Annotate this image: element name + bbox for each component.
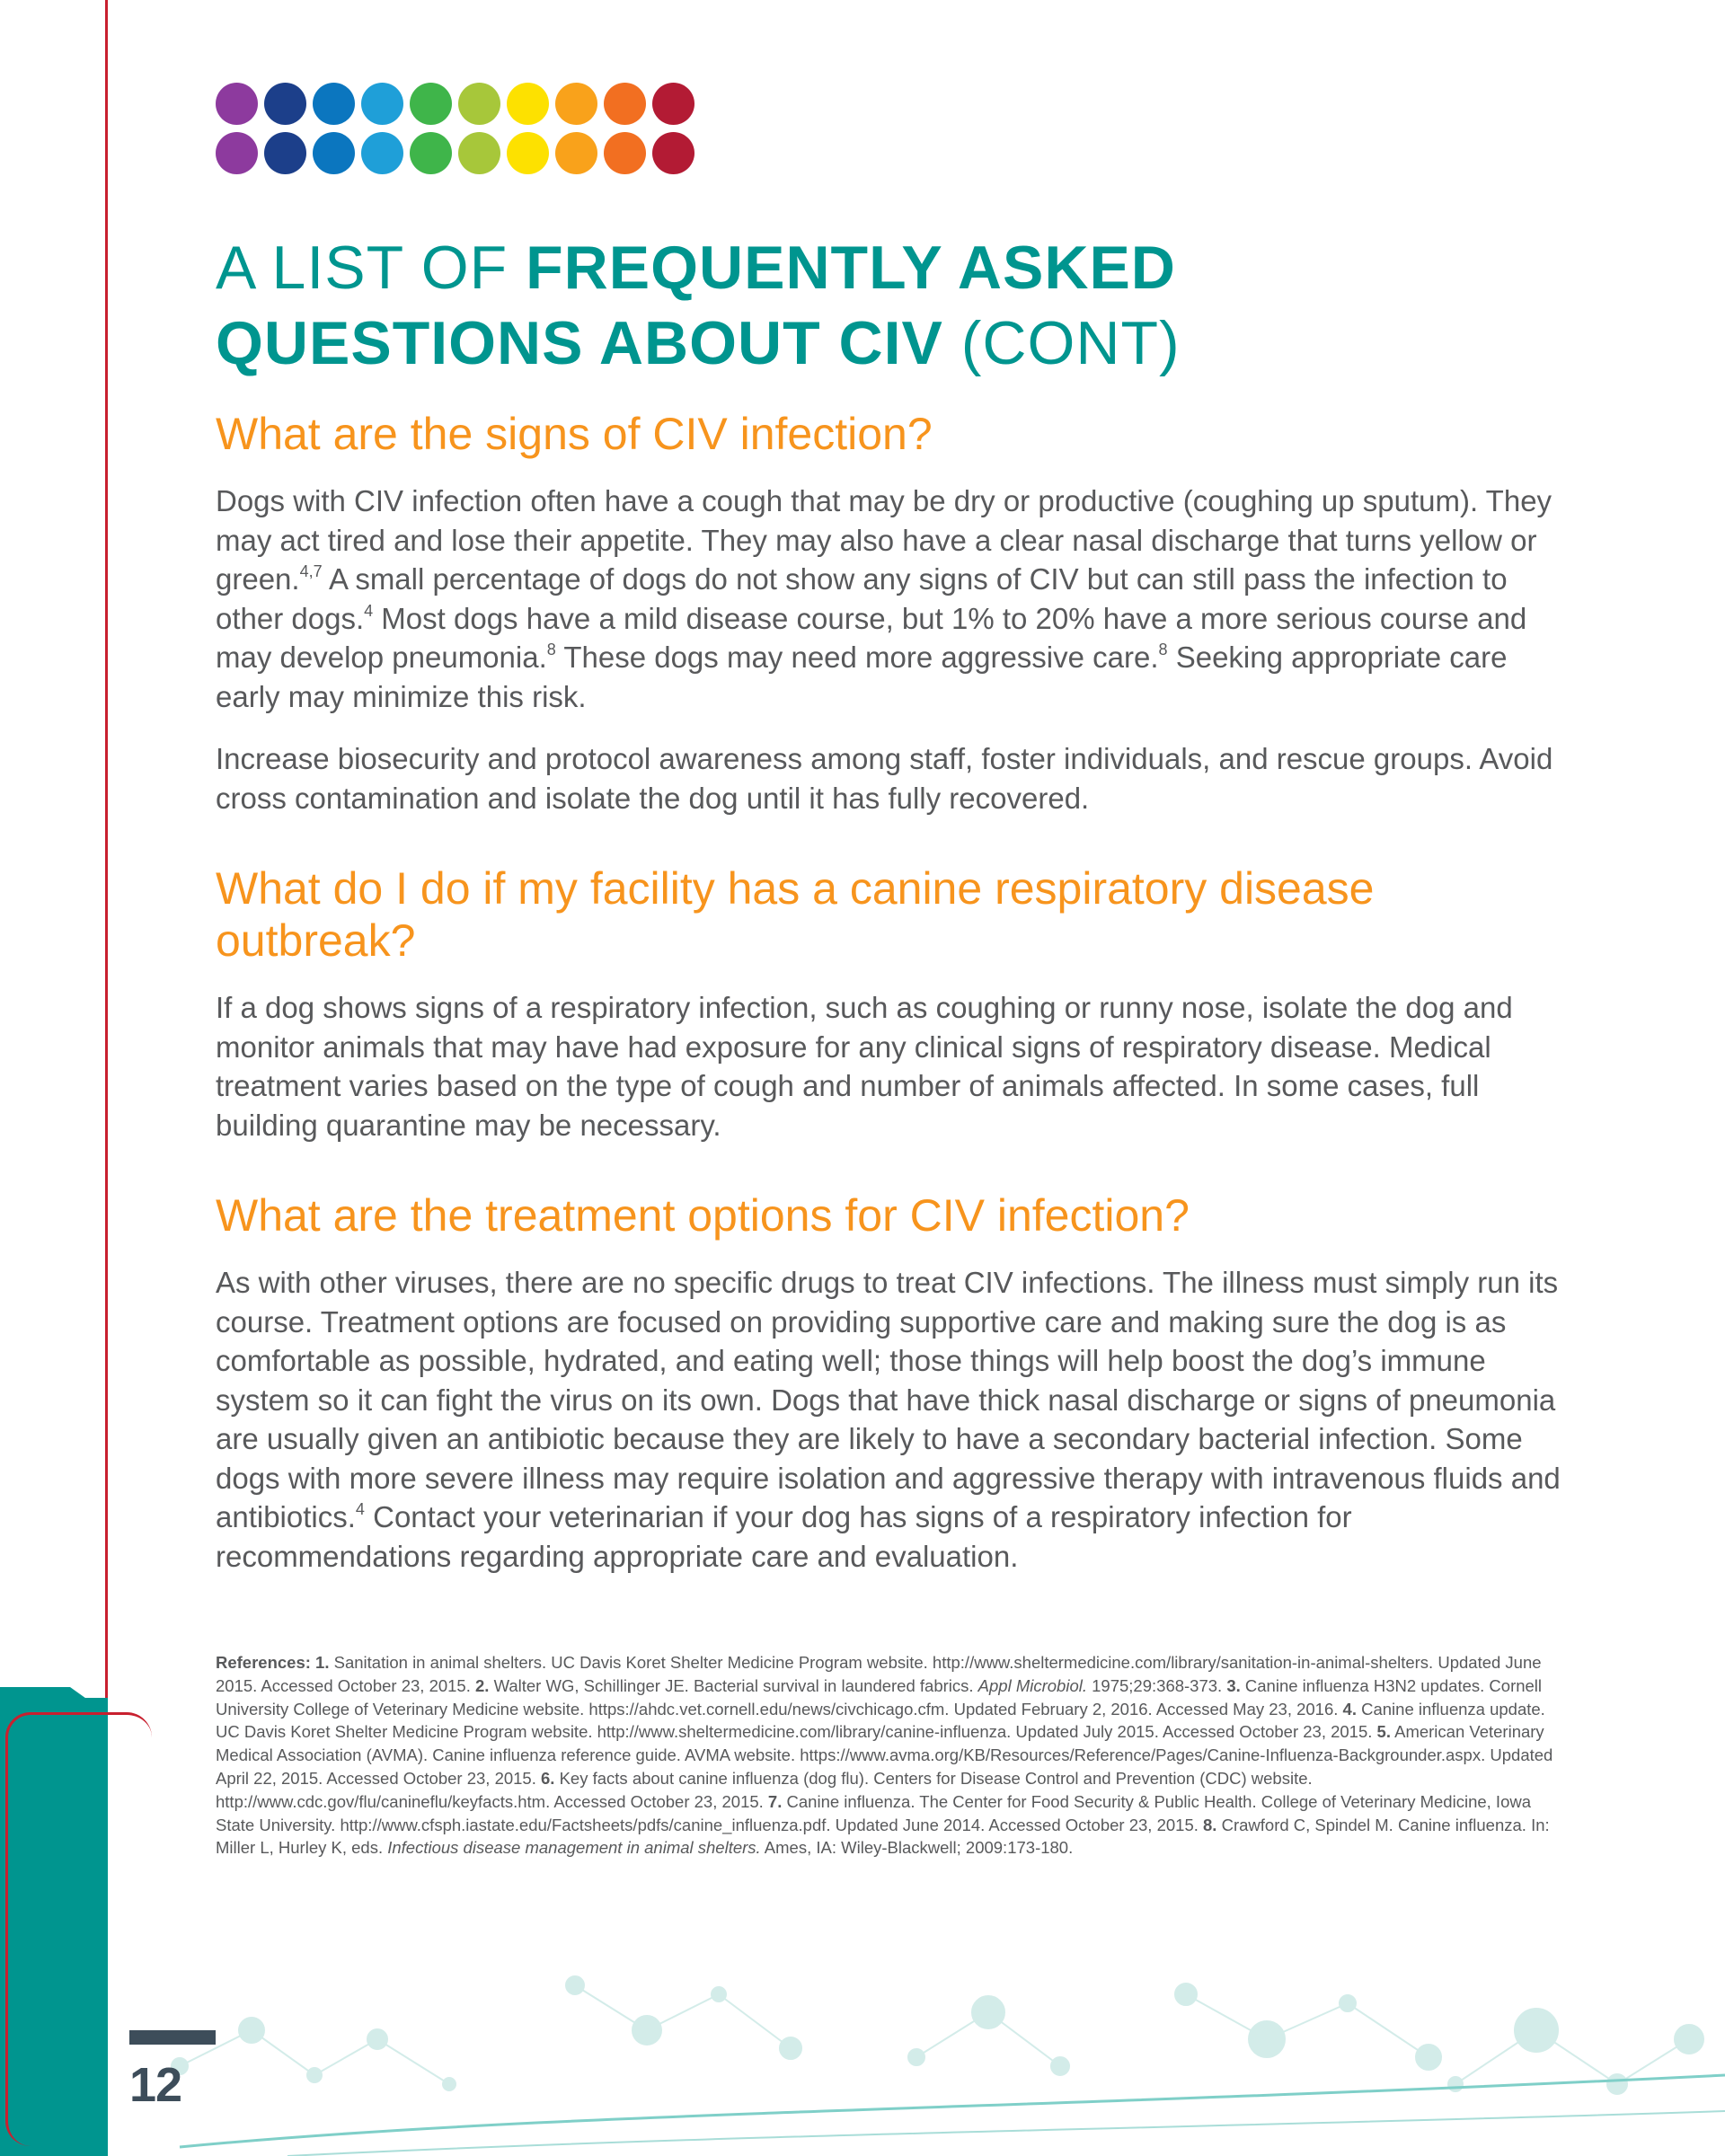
citation: 4 <box>364 601 374 620</box>
molecule-decoration <box>108 1931 1725 2156</box>
ref-text: 1975;29:368-373. <box>1087 1675 1223 1695</box>
color-dot <box>410 132 452 174</box>
color-dot <box>604 132 646 174</box>
title-light-2: (CONT) <box>942 309 1181 377</box>
color-dot <box>507 132 549 174</box>
section-heading-signs: What are the signs of CIV infection? <box>216 409 933 459</box>
title-bold-2: QUESTIONS ABOUT CIV <box>216 309 943 377</box>
color-dot <box>264 132 306 174</box>
page-title <box>216 230 1473 381</box>
ref-text: Canine influenza update. UC Davis Koret Shelter Medicine Program website. http://www.sheltermedicine.com/library/canine-influenza. Updated July 2015. Accessed October 23, 2015. <box>216 1699 1545 1742</box>
color-dot <box>555 132 597 174</box>
ref-number: 5. <box>1372 1722 1391 1742</box>
title-bold-1: FREQUENTLY ASKED <box>526 234 1176 302</box>
color-dot <box>216 83 258 125</box>
signs-text-e: Seeking appropriate care early may minimize this risk. <box>216 641 1508 713</box>
ref-text: Ames, IA: Wiley-Blackwell; 2009:173-180. <box>760 1838 1074 1858</box>
color-dot <box>410 83 452 125</box>
treatment-text-a: As with other viruses, there are no specific drugs to treat CIV infections. The illness must simply run its course. Treatment options are focused on providing supportive care and making sure the dog is as comfortable as possible, hydrated, and eating well; those things will help boost the dog’s immune system so it can fight the virus on its own. Dogs that have thick nasal discharge or signs of pneumonia are usually given an antibiotic because they are likely to have a secondary bacterial infection. Some dogs with more severe illness may require isolation and aggressive therapy with intravenous fluids and antibiotics. <box>216 1266 1561 1533</box>
color-dot <box>507 83 549 125</box>
color-dot-grid <box>216 83 701 174</box>
signs-paragraph-2: Increase biosecurity and protocol awareness among staff, foster individuals, and rescue groups. Avoid cross contamination and isolate the dog until it has fully recovered. <box>216 742 1553 815</box>
ref-text: Crawford C, Spindel M. Canine influenza. In: Miller L, Hurley K, eds. <box>216 1815 1550 1858</box>
color-dot <box>652 83 694 125</box>
references <box>216 1651 1563 1860</box>
color-dot <box>313 83 355 125</box>
ref-book-title: Infectious disease management in animal shelters. <box>387 1838 761 1858</box>
content <box>216 408 1563 1599</box>
color-dot <box>264 83 306 125</box>
color-dot <box>555 83 597 125</box>
outbreak-paragraph: If a dog shows signs of a respiratory infection, such as coughing or runny nose, isolate the dog and monitor animals that may have had exposure for any clinical signs of respiratory disease. Medical treatment varies based on the type of cough and number of animals affected. In some cases, full building quarantine may be necessary. <box>216 991 1513 1142</box>
ref-text: Canine influenza H3N2 updates. Cornell University College of Veterinary Medicine website. https://ahdc.vet.cornell.edu/news/civchicago.cfm. Updated February 2, 2016. Accessed May 23, 2016. <box>216 1675 1543 1719</box>
ref-number: 6. <box>535 1768 555 1788</box>
signs-paragraph-1 <box>216 482 1563 716</box>
title-light-1: A LIST OF <box>216 234 526 302</box>
ref-number: 4. <box>1338 1699 1357 1719</box>
ref-text: American Veterinary Medical Association (AVMA). Canine influenza reference guide. AVMA website. https://www.avma.org/KB/Resources/Reference/Pages/Canine-Influenza-Backgrounder.aspx. Updated April 22, 2015. Accessed October 23, 2015. <box>216 1722 1553 1788</box>
signs-text-b: A small percentage of dogs do not show any signs of CIV but can still pass the infection to other dogs. <box>216 562 1508 635</box>
color-dot <box>604 83 646 125</box>
ref-number: 3. <box>1222 1675 1241 1695</box>
citation: 4,7 <box>299 562 323 580</box>
ref-number: 8. <box>1198 1815 1217 1834</box>
color-dot <box>313 132 355 174</box>
color-dot <box>652 132 694 174</box>
treatment-paragraph <box>216 1263 1563 1576</box>
treatment-text-b: Contact your veterinarian if your dog has signs of a respiratory infection for recommendations regarding appropriate care and evaluation. <box>216 1500 1352 1573</box>
ref-text: Canine influenza. The Center for Food Security & Public Health. College of Veterinary Medicine, Iowa State University. http://www.cfsph.iastate.edu/Factsheets/pdfs/canine_influenza.pdf. Updated June 2014. Accessed October 23, 2015. <box>216 1791 1532 1834</box>
citation: 4 <box>355 1500 365 1518</box>
color-dot <box>361 132 403 174</box>
signs-text-a: Dogs with CIV infection often have a cough that may be dry or productive (coughing up sputum). They may act tired and lose their appetite. They may also have a clear nasal discharge that turns yellow or green. <box>216 484 1552 596</box>
color-dot <box>458 132 500 174</box>
signs-text-d: These dogs may need more aggressive care. <box>555 641 1159 674</box>
color-dot <box>216 132 258 174</box>
ref-journal: Appl Microbiol. <box>978 1675 1087 1695</box>
ref-number: 2. <box>470 1675 490 1695</box>
citation: 8 <box>546 641 556 658</box>
references-label: References: <box>216 1653 311 1672</box>
ref-text: Sanitation in animal shelters. UC Davis Koret Shelter Medicine Program website. http://www.sheltermedicine.com/library/sanitation-in-animal-shelters. Updated June 2015. Accessed October 23, 2015. <box>216 1653 1542 1695</box>
page-number: 12 <box>129 2058 182 2112</box>
color-dot <box>458 83 500 125</box>
margin-rule <box>105 0 108 1707</box>
ref-number: 1. <box>310 1653 330 1672</box>
color-dot <box>361 83 403 125</box>
signs-text-c: Most dogs have a mild disease course, but 1% to 20% have a more serious course and may develop pneumonia. <box>216 601 1527 674</box>
page-number-bar <box>129 2030 216 2045</box>
ref-text: Key facts about canine influenza (dog flu). Centers for Disease Control and Prevention (CDC) website. http://www.cdc.gov/flu/canineflu/keyfacts.htm. Accessed October 23, 2015. <box>216 1768 1313 1811</box>
ref-text: Walter WG, Schillinger JE. Bacterial survival in laundered fabrics. <box>489 1675 978 1695</box>
section-heading-treatment: What are the treatment options for CIV infection? <box>216 1190 1190 1241</box>
citation: 8 <box>1158 641 1168 658</box>
ref-number: 7. <box>763 1791 783 1811</box>
section-heading-outbreak: What do I do if my facility has a canine respiratory disease outbreak? <box>216 863 1375 966</box>
